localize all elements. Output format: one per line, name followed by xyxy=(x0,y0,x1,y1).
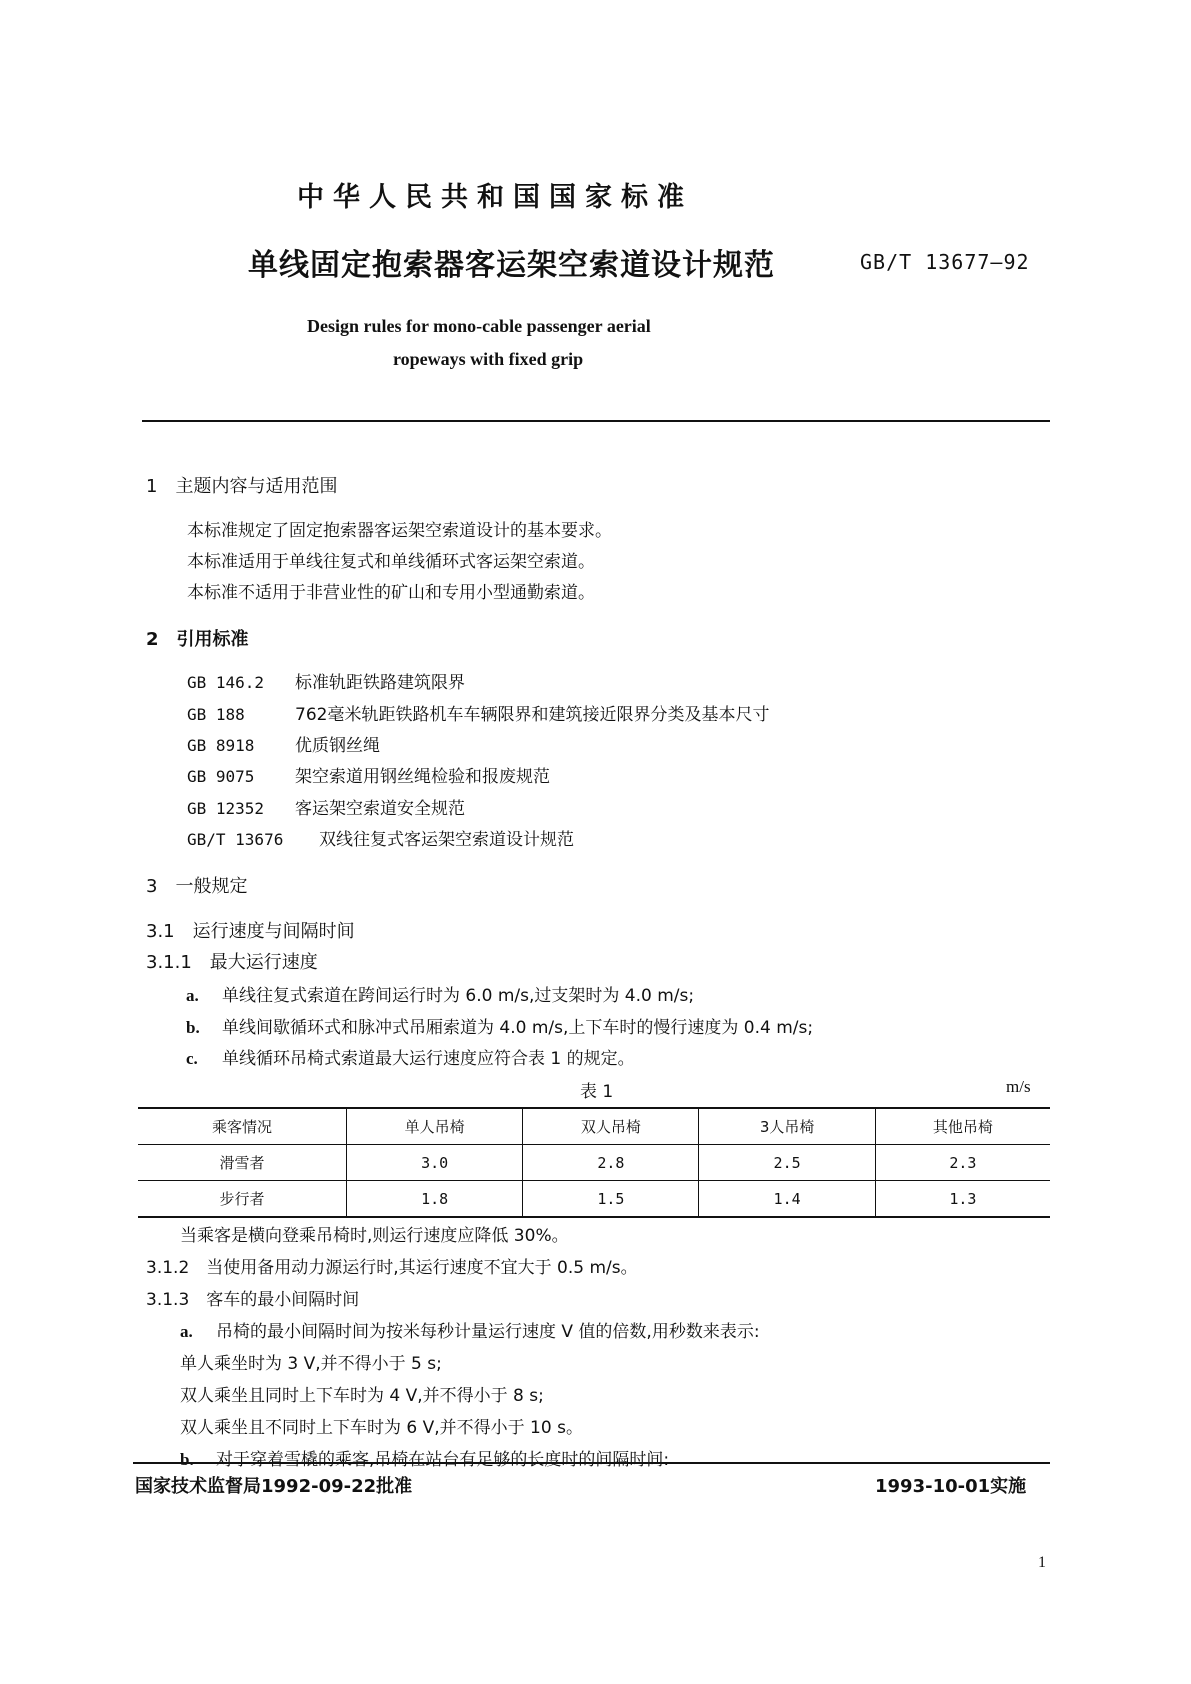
document-title: 单线固定抱索器客运架空索道设计规范 xyxy=(248,248,775,283)
table-cell: 2.8 xyxy=(523,1145,699,1181)
speed-table xyxy=(138,1107,1050,1218)
list-item xyxy=(186,1013,813,1038)
section-2-heading: 2 引用标准 xyxy=(146,629,249,650)
section-1-paragraph: 本标准规定了固定抱索器客运架空索道设计的基本要求。 xyxy=(187,521,612,541)
reference-title: 标准轨距铁路建筑限界 xyxy=(295,673,465,693)
table-header-row xyxy=(138,1108,1050,1145)
table-header-cell: 双人吊椅 xyxy=(523,1108,699,1145)
list-item-text: 单线循环吊椅式索道最大运行速度应符合表 1 的规定。 xyxy=(222,1049,635,1069)
list-item xyxy=(186,981,694,1006)
section-3-heading: 3 一般规定 xyxy=(146,876,248,897)
list-item xyxy=(180,1317,760,1342)
reference-title: 客运架空索道安全规范 xyxy=(295,799,465,819)
reference-item xyxy=(187,794,465,819)
reference-code: GB 146.2 xyxy=(187,673,265,692)
table-header-cell: 乘客情况 xyxy=(212,1118,273,1136)
table-row xyxy=(138,1181,1050,1218)
list-item xyxy=(180,1445,669,1470)
reference-item xyxy=(187,700,769,725)
reference-item xyxy=(187,762,550,787)
list-marker: b. xyxy=(180,1450,194,1469)
interval-line: 双人乘坐且不同时上下车时为 6 V,并不得小于 10 s。 xyxy=(180,1418,583,1438)
table-cell: 2.3 xyxy=(875,1145,1050,1181)
national-standard-heading: 中华人民共和国国家标准 xyxy=(297,182,693,213)
english-title-line1: Design rules for mono-cable passenger aerial xyxy=(307,316,651,336)
table-cell: 1.4 xyxy=(699,1181,875,1218)
clause-3-1-2: 3.1.2 当使用备用动力源运行时,其运行速度不宜大于 0.5 m/s。 xyxy=(146,1258,638,1278)
clause-3-1-3-heading: 3.1.3 客车的最小间隔时间 xyxy=(146,1290,360,1310)
reference-title: 762毫米轨距铁路机车车辆限界和建筑接近限界分类及基本尺寸 xyxy=(295,705,770,725)
table-cell: 3.0 xyxy=(347,1145,523,1181)
table-cell: 滑雪者 xyxy=(138,1145,347,1181)
table-cell: 1.8 xyxy=(347,1181,523,1218)
list-marker: a. xyxy=(180,1322,193,1341)
table-row xyxy=(138,1145,1050,1181)
table-cell: 1.5 xyxy=(523,1181,699,1218)
list-item-text: 单线间歇循环式和脉冲式吊厢索道为 4.0 m/s,上下车时的慢行速度为 0.4 m/s; xyxy=(222,1018,814,1038)
list-item xyxy=(186,1044,635,1069)
table-caption: 表 1 xyxy=(580,1082,614,1102)
standard-code: GB/T 13677—92 xyxy=(860,250,1030,274)
approval-date: 国家技术监督局1992-09-22批准 xyxy=(135,1476,413,1497)
list-item-text: 单线往复式索道在跨间运行时为 6.0 m/s,过支架时为 4.0 m/s; xyxy=(222,986,695,1006)
reference-code: GB/T 13676 xyxy=(187,830,284,849)
list-marker: c. xyxy=(186,1049,198,1068)
table-header-cell: 3人吊椅 xyxy=(699,1108,875,1145)
effective-date: 1993-10-01实施 xyxy=(875,1476,1027,1497)
reference-code: GB 9075 xyxy=(187,767,255,786)
header-divider xyxy=(142,420,1050,422)
interval-line: 单人乘坐时为 3 V,并不得小于 5 s; xyxy=(180,1354,442,1374)
reference-code: GB 188 xyxy=(187,705,245,724)
list-marker: a. xyxy=(186,986,199,1005)
table-unit: m/s xyxy=(1006,1077,1031,1096)
section-1-paragraph: 本标准适用于单线往复式和单线循环式客运架空索道。 xyxy=(187,552,595,572)
list-item-text: 对于穿着雪橇的乘客,吊椅在站台有足够的长度时的间隔时间: xyxy=(216,1450,670,1470)
table-cell: 步行者 xyxy=(138,1181,347,1218)
reference-item xyxy=(187,668,465,693)
table-header-cell: 单人吊椅 xyxy=(347,1108,523,1145)
table-cell: 2.5 xyxy=(699,1145,875,1181)
reference-code: GB 8918 xyxy=(187,736,255,755)
interval-line: 双人乘坐且同时上下车时为 4 V,并不得小于 8 s; xyxy=(180,1386,544,1406)
section-1-heading: 1 主题内容与适用范围 xyxy=(146,476,338,497)
table-note: 当乘客是横向登乘吊椅时,则运行速度应降低 30%。 xyxy=(180,1226,569,1246)
table-cell: 1.3 xyxy=(875,1181,1050,1218)
page-number: 1 xyxy=(1038,1554,1046,1571)
clause-3-1-1-heading: 3.1.1 最大运行速度 xyxy=(146,952,318,973)
reference-title: 双线往复式客运架空索道设计规范 xyxy=(319,830,574,850)
reference-title: 架空索道用钢丝绳检验和报废规范 xyxy=(295,767,550,787)
footer-divider xyxy=(133,1462,1050,1464)
list-item-text: 吊椅的最小间隔时间为按米每秒计量运行速度 V 值的倍数,用秒数来表示: xyxy=(216,1322,760,1342)
reference-item xyxy=(187,825,574,850)
list-marker: b. xyxy=(186,1018,200,1037)
english-title-line2: ropeways with fixed grip xyxy=(393,349,584,369)
reference-item xyxy=(187,731,380,756)
clause-3-1-heading: 3.1 运行速度与间隔时间 xyxy=(146,921,355,942)
section-1-paragraph: 本标准不适用于非营业性的矿山和专用小型通勤索道。 xyxy=(187,583,595,603)
table-header-cell: 其他吊椅 xyxy=(875,1108,1050,1145)
reference-title: 优质钢丝绳 xyxy=(295,736,380,756)
reference-code: GB 12352 xyxy=(187,799,265,818)
